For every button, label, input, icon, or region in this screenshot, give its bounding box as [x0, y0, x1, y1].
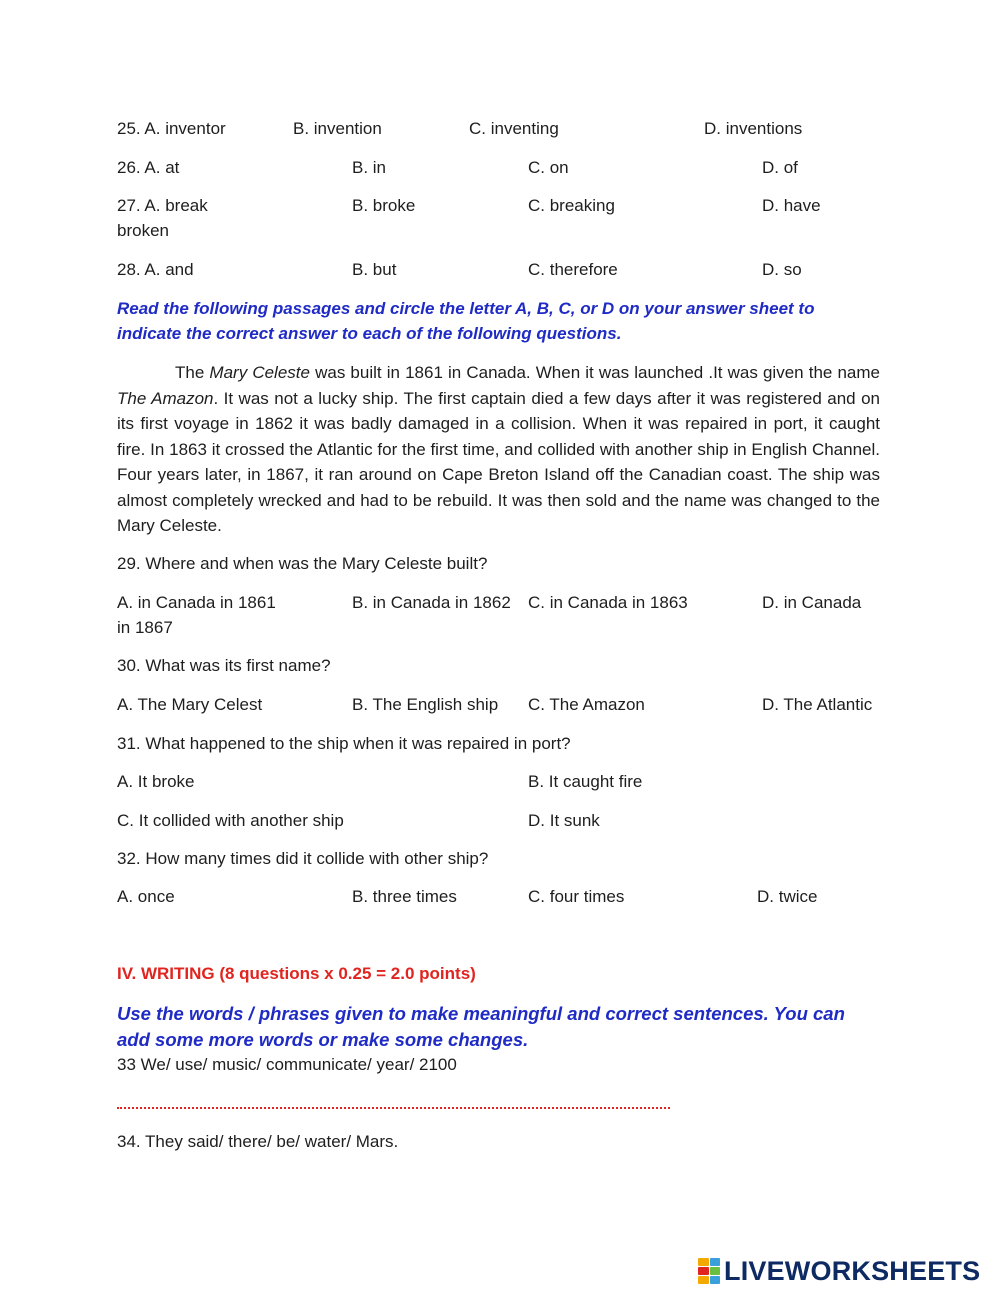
q31-option-c[interactable]: C. It collided with another ship [117, 811, 344, 830]
q30-option-b[interactable]: B. The English ship [352, 695, 499, 714]
q32-option-d[interactable]: D. twice [757, 887, 818, 906]
question-32-text: 32. How many times did it collide with other ship? [117, 849, 489, 868]
logo-tile [710, 1276, 721, 1284]
passage-part-3: . It was not a lucky ship. The first captain died a few days after it was registered and on its first voyage in 1862 it was badly damaged in a collision. When it was repaired in port, it caught fire. In 1863 it crossed the Atlantic for the first time, and collided with another ship in English Channel. Four years later, in 1867, it ran around on Cape Breton Island off the Canadian coast. The ship was almost completely wrecked and had to be rebuild. It was then sold and the name was changed to the Mary Celeste. [117, 388, 880, 535]
q32-option-c[interactable]: C. four times [528, 887, 625, 906]
q29-option-d[interactable]: D. in Canada [762, 593, 862, 612]
q25-option-d[interactable]: D. inventions [704, 119, 803, 138]
q25-option-a[interactable]: 25. A. inventor [117, 119, 226, 138]
logo-tile [698, 1267, 709, 1275]
q30-option-d[interactable]: D. The Atlantic [762, 695, 873, 714]
logo-tile [698, 1258, 709, 1266]
q29-option-d-continued: in 1867 [117, 618, 173, 637]
question-33-text: 33 We/ use/ music/ communicate/ year/ 2100 [117, 1055, 457, 1074]
logo-tile [710, 1267, 721, 1275]
q32-option-a[interactable]: A. once [117, 887, 175, 906]
q31-option-b[interactable]: B. It caught fire [528, 772, 643, 791]
q26-option-a[interactable]: 26. A. at [117, 158, 180, 177]
logo-tile [698, 1276, 709, 1284]
question-29-text: 29. Where and when was the Mary Celeste built? [117, 554, 488, 573]
passage-part-2: was built in 1861 in Canada. When it was launched .It was given the name [309, 363, 881, 382]
worksheet-page [117, 0, 880, 1291]
logo-tile [710, 1258, 721, 1266]
logo-text: LIVEWORKSHEETS [724, 1255, 981, 1286]
writing-instruction: Use the words / phrases given to make meaningful and correct sentences. You can add some more words or make some changes. [117, 1003, 845, 1050]
q32-option-b[interactable]: B. three times [352, 887, 457, 906]
passage-ship-name: Mary Celeste [209, 363, 310, 382]
q29-option-c[interactable]: C. in Canada in 1863 [528, 593, 688, 612]
passage-part-1: The [175, 363, 210, 382]
q33-answer-line[interactable] [117, 1093, 670, 1109]
q30-option-a[interactable]: A. The Mary Celest [117, 695, 263, 714]
question-30-text: 30. What was its first name? [117, 656, 331, 675]
q28-option-a[interactable]: 28. A. and [117, 260, 194, 279]
q26-option-b[interactable]: B. in [352, 158, 387, 177]
q27-option-d-continued: broken [117, 221, 169, 240]
question-34-text: 34. They said/ there/ be/ water/ Mars. [117, 1132, 399, 1151]
liveworksheets-logo [698, 1256, 980, 1286]
q31-option-d[interactable]: D. It sunk [528, 811, 600, 830]
q29-option-b[interactable]: B. in Canada in 1862 [352, 593, 511, 612]
q29-option-a[interactable]: A. in Canada in 1861 [117, 593, 276, 612]
passage-first-name: The Amazon [117, 388, 214, 408]
q30-option-c[interactable]: C. The Amazon [528, 695, 645, 714]
q28-option-b[interactable]: B. but [352, 260, 397, 279]
q27-option-b[interactable]: B. broke [352, 196, 416, 215]
q26-option-d[interactable]: D. of [762, 158, 798, 177]
q27-option-d[interactable]: D. have [762, 196, 821, 215]
q27-option-a[interactable]: 27. A. break [117, 196, 208, 215]
reading-instruction: Read the following passages and circle the letter A, B, C, or D on your answer sheet to indicate the correct answer to each of the following questions. [117, 299, 815, 343]
q26-option-c[interactable]: C. on [528, 158, 569, 177]
writing-section-heading: IV. WRITING (8 questions x 0.25 = 2.0 points) [117, 964, 476, 983]
q28-option-d[interactable]: D. so [762, 260, 802, 279]
q31-option-a[interactable]: A. It broke [117, 772, 195, 791]
logo-icon [698, 1258, 720, 1284]
q25-option-c[interactable]: C. inventing [469, 119, 559, 138]
question-31-text: 31. What happened to the ship when it was repaired in port? [117, 734, 571, 753]
q25-option-b[interactable]: B. invention [293, 119, 382, 138]
q28-option-c[interactable]: C. therefore [528, 260, 618, 279]
q27-option-c[interactable]: C. breaking [528, 196, 615, 215]
reading-passage [117, 360, 880, 539]
